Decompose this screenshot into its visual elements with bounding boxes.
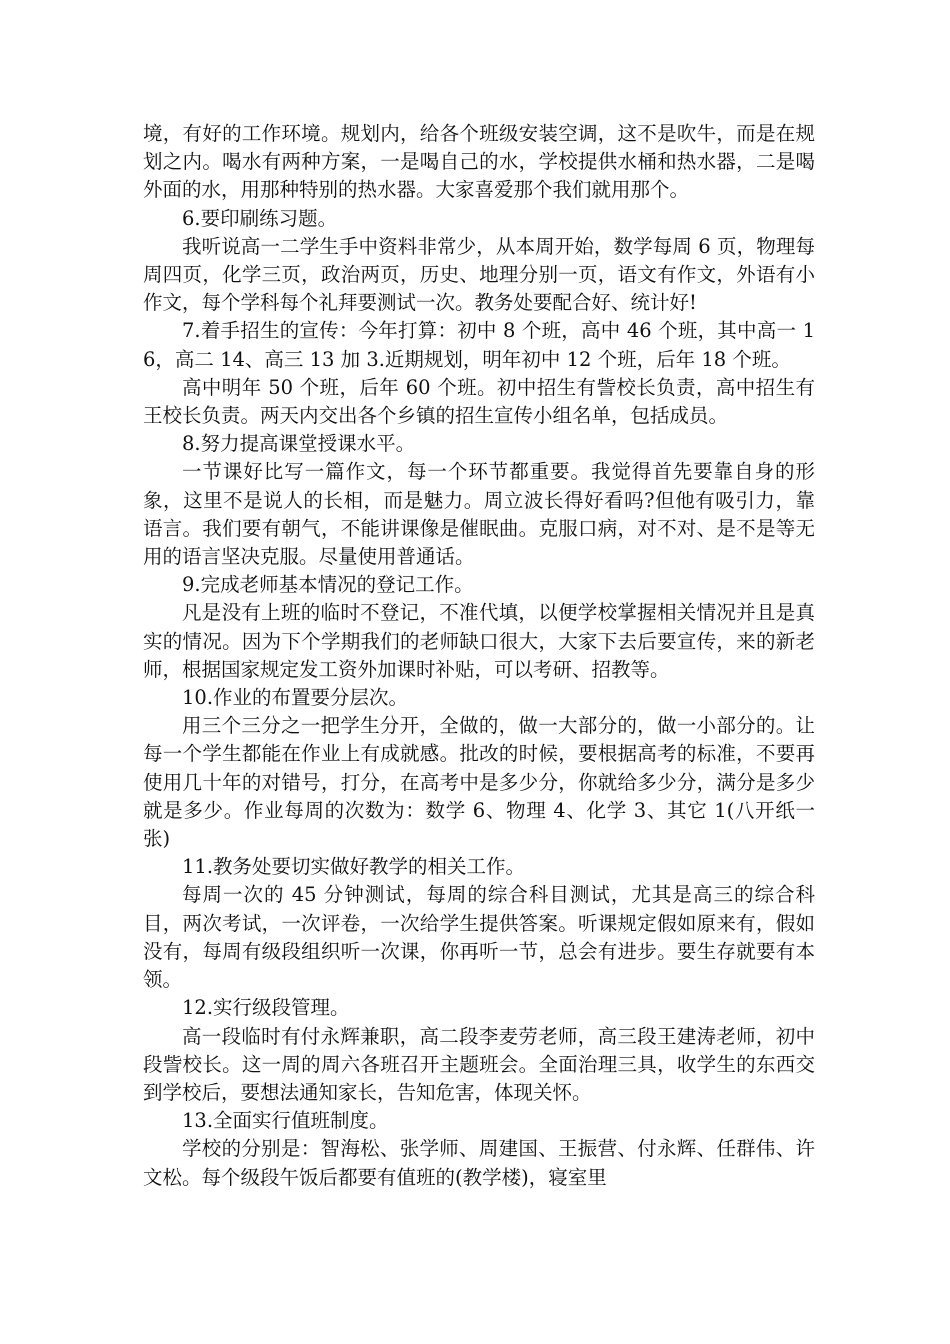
paragraph-grade-management: 高一段临时有付永辉兼职，高二段李麦劳老师，高三段王建涛老师，初中段訾校长。这一周的周六各班召开主题班会。全面治理三具，收学生的东西交到学校后，要想法通知家长，告知危害，体现关怀。 xyxy=(143,1024,815,1104)
paragraph-continuation: 境，有好的工作环境。规划内，给各个班级安装空调，这不是吹牛，而是在规划之内。喝水有两种方案，一是喝自己的水，学校提供水桶和热水器，二是喝外面的水，用那种特别的热水器。大家喜爱那个我们就用那个。 xyxy=(143,122,815,202)
section-heading-12: 12.实行级段管理。 xyxy=(182,996,350,1020)
section-heading-9: 9.完成老师基本情况的登记工作。 xyxy=(182,573,474,597)
section-heading-6: 6.要印刷练习题。 xyxy=(182,206,338,230)
section-heading-10: 10.作业的布置要分层次。 xyxy=(182,686,409,710)
paragraph-practice-sheets: 我听说高一二学生手中资料非常少，从本周开始，数学每周 6 页，物理每周四页，化学三页，政治两页，历史、地理分别一页，语文有作文，外语有小作文，每个学科每个礼拜要测试一次。教务处要配合好、统计好! xyxy=(143,234,815,315)
paragraph-duty-system: 学校的分别是：智海松、张学师、周建国、王振营、付永辉、任群伟、许文松。每个级段午饭后都要有值班的(教学楼)，寝室里 xyxy=(143,1137,815,1189)
paragraph-enrollment-responsibility: 高中明年 50 个班，后年 60 个班。初中招生有訾校长负责，高中招生有王校长负责。两天内交出各个乡镇的招生宣传小组名单，包括成员。 xyxy=(143,375,815,428)
paragraph-enrollment-plan: 7.着手招生的宣传：今年打算：初中 8 个班，高中 46 个班，其中高一 16，高二 14、高三 13 加 3.近期规划，明年初中 12 个班，后年 18 个班。 xyxy=(143,319,815,371)
section-heading-13: 13.全面实行值班制度。 xyxy=(182,1109,389,1133)
section-heading-8: 8.努力提高课堂授课水平。 xyxy=(182,432,416,456)
paragraph-teaching-quality: 一节课好比写一篇作文，每一个环节都重要。我觉得首先要靠自身的形象，这里不是说人的长相，而是魅力。周立波长得好看吗?但他有吸引力，靠语言。我们要有朝气，不能讲课像是催眠曲。克服口病，对不对、是不是等无用的语言坚决克服。尽量使用普通话。 xyxy=(143,460,815,569)
document-body xyxy=(143,120,815,1192)
paragraph-teacher-registration: 凡是没有上班的临时不登记，不准代填，以便学校掌握相关情况并且是真实的情况。因为下个学期我们的老师缺口很大，大家下去后要宣传，来的新老师，根据国家规定发工资外加课时补贴，可以考研、招教等。 xyxy=(143,601,815,681)
section-heading-11: 11.教务处要切实做好教学的相关工作。 xyxy=(182,855,526,879)
paragraph-homework-levels: 用三个三分之一把学生分开，全做的，做一大部分的，做一小部分的。让每一个学生都能在作业上有成就感。批改的时候，要根据高考的标准，不要再使用几十年的对错号，打分，在高考中是多少分，你就给多少分，满分是多少就是多少。作业每周的次数为：数学 6、物理 4、化学 3、其它 1(八开纸一张) xyxy=(143,714,815,851)
paragraph-academic-affairs: 每周一次的 45 分钟测试，每周的综合科目测试，尤其是高三的综合科目，两次考试，一次评卷，一次给学生提供答案。听课规定假如原来有，假如没有，每周有级段组织听一次课，你再听一节，总会有进步。要生存就要有本领。 xyxy=(143,883,815,992)
